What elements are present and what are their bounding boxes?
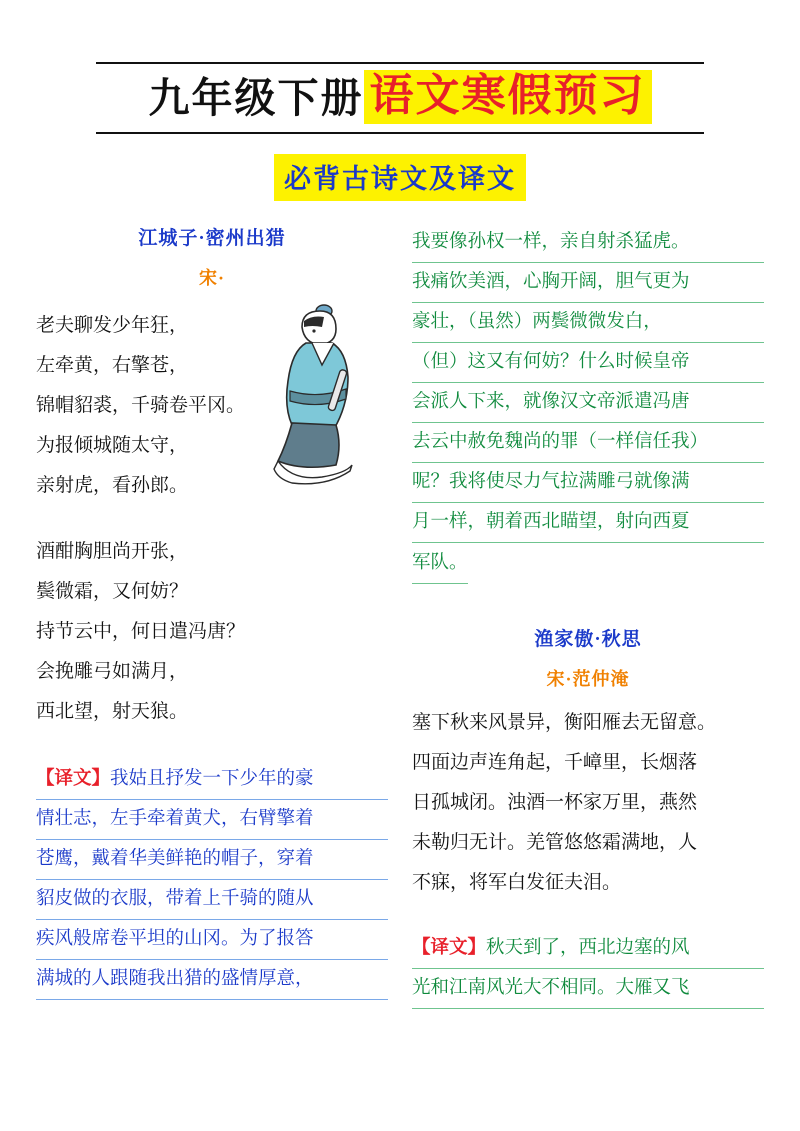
right-column bbox=[412, 223, 764, 1009]
page-title-left: 九年级下册 bbox=[148, 75, 364, 122]
verse-gap bbox=[36, 506, 388, 532]
verse-line: 四面边声连角起，千嶂里，长烟落 bbox=[412, 752, 698, 774]
hunter-figure-illustration bbox=[262, 295, 382, 495]
translation-first-line bbox=[36, 760, 388, 800]
verse-line: 塞下秋来风景异，衡阳雁去无留意。 bbox=[412, 712, 717, 734]
verse-line: 亲射虎，看孙郎。 bbox=[36, 475, 189, 497]
translation-line: 军队。 bbox=[412, 544, 468, 584]
translation-block-yujiaao bbox=[412, 929, 764, 1009]
verse-line: 左牵黄，右擎苍， bbox=[36, 355, 189, 377]
header-rule-bottom bbox=[96, 132, 704, 134]
verse-line: 日孤城闭。浊酒一杯家万里，燕然 bbox=[412, 792, 698, 814]
verse-line: 会挽雕弓如满月， bbox=[36, 661, 189, 683]
page-subtitle: 必背古诗文及译文 bbox=[274, 154, 526, 201]
verse-line: 西北望，射天狼。 bbox=[36, 701, 189, 723]
translation-continuation-block bbox=[412, 223, 764, 584]
verse-line: 未勒归无计。羌管悠悠霜满地，人 bbox=[412, 832, 698, 854]
left-column bbox=[36, 223, 388, 1009]
translation-line: 貂皮做的衣服，带着上千骑的随从 bbox=[36, 880, 388, 920]
poem-author-yujiaao: 宋·范仲淹 bbox=[546, 669, 630, 690]
verse-line: 锦帽貂裘，千骑卷平冈。 bbox=[36, 395, 246, 417]
verse-line: 为报倾城随太守， bbox=[36, 435, 189, 457]
translation-line: 会派人下来，就像汉文帝派遣冯唐 bbox=[412, 383, 764, 423]
verse-line: 鬓微霜，又何妨？ bbox=[36, 581, 189, 603]
content-columns bbox=[0, 223, 800, 1009]
poem-title-jiangchengzi: 江城子·密州出猎 bbox=[138, 228, 286, 250]
translation-line: 豪壮，（虽然）两鬓微微发白， bbox=[412, 303, 764, 343]
translation-line: 苍鹰，戴着华美鲜艳的帽子，穿着 bbox=[36, 840, 388, 880]
translation-line: 光和江南风光大不相同。大雁又飞 bbox=[412, 969, 764, 1009]
poem-verse-yujiaao bbox=[412, 703, 764, 903]
title-row bbox=[0, 70, 800, 124]
translation-line: 我姑且抒发一下少年的豪 bbox=[110, 769, 314, 790]
section-spacer bbox=[412, 903, 764, 929]
translation-line: 秋天到了，西北边塞的风 bbox=[486, 938, 690, 959]
translation-line: 我要像孙权一样，亲自射杀猛虎。 bbox=[412, 223, 764, 263]
translation-line: 情壮志，左手牵着黄犬，右臂擎着 bbox=[36, 800, 388, 840]
subtitle-wrap bbox=[0, 154, 800, 201]
verse-line: 酒酣胸胆尚开张， bbox=[36, 541, 189, 563]
section-spacer bbox=[412, 584, 764, 624]
translation-first-line bbox=[412, 929, 764, 969]
verse-line: 持节云中，何日遣冯唐？ bbox=[36, 621, 246, 643]
translation-line: （但）这又有何妨？什么时候皇帝 bbox=[412, 343, 764, 383]
poem-title-yujiaao: 渔家傲·秋思 bbox=[534, 629, 642, 651]
translation-block-jiangchengzi bbox=[36, 760, 388, 1000]
translation-label: 【译文】 bbox=[36, 769, 111, 790]
page-title-highlight: 语文寒假预习 bbox=[364, 70, 652, 124]
page-header bbox=[0, 0, 800, 201]
translation-label: 【译文】 bbox=[412, 938, 487, 959]
translation-line: 满城的人跟随我出猎的盛情厚意， bbox=[36, 960, 388, 1000]
verse-line: 不寐，将军白发征夫泪。 bbox=[412, 872, 622, 894]
verse-line: 老夫聊发少年狂， bbox=[36, 315, 189, 337]
translation-line: 疾风般席卷平坦的山冈。为了报答 bbox=[36, 920, 388, 960]
poem-author-jiangchengzi: 宋· bbox=[198, 268, 225, 289]
translation-line: 呢？我将使尽力气拉满雕弓就像满 bbox=[412, 463, 764, 503]
header-rule-top bbox=[96, 62, 704, 64]
translation-line: 去云中赦免魏尚的罪（一样信任我） bbox=[412, 423, 764, 463]
translation-line: 我痛饮美酒，心胸开阔，胆气更为 bbox=[412, 263, 764, 303]
translation-line: 月一样，朝着西北瞄望，射向西夏 bbox=[412, 503, 764, 543]
